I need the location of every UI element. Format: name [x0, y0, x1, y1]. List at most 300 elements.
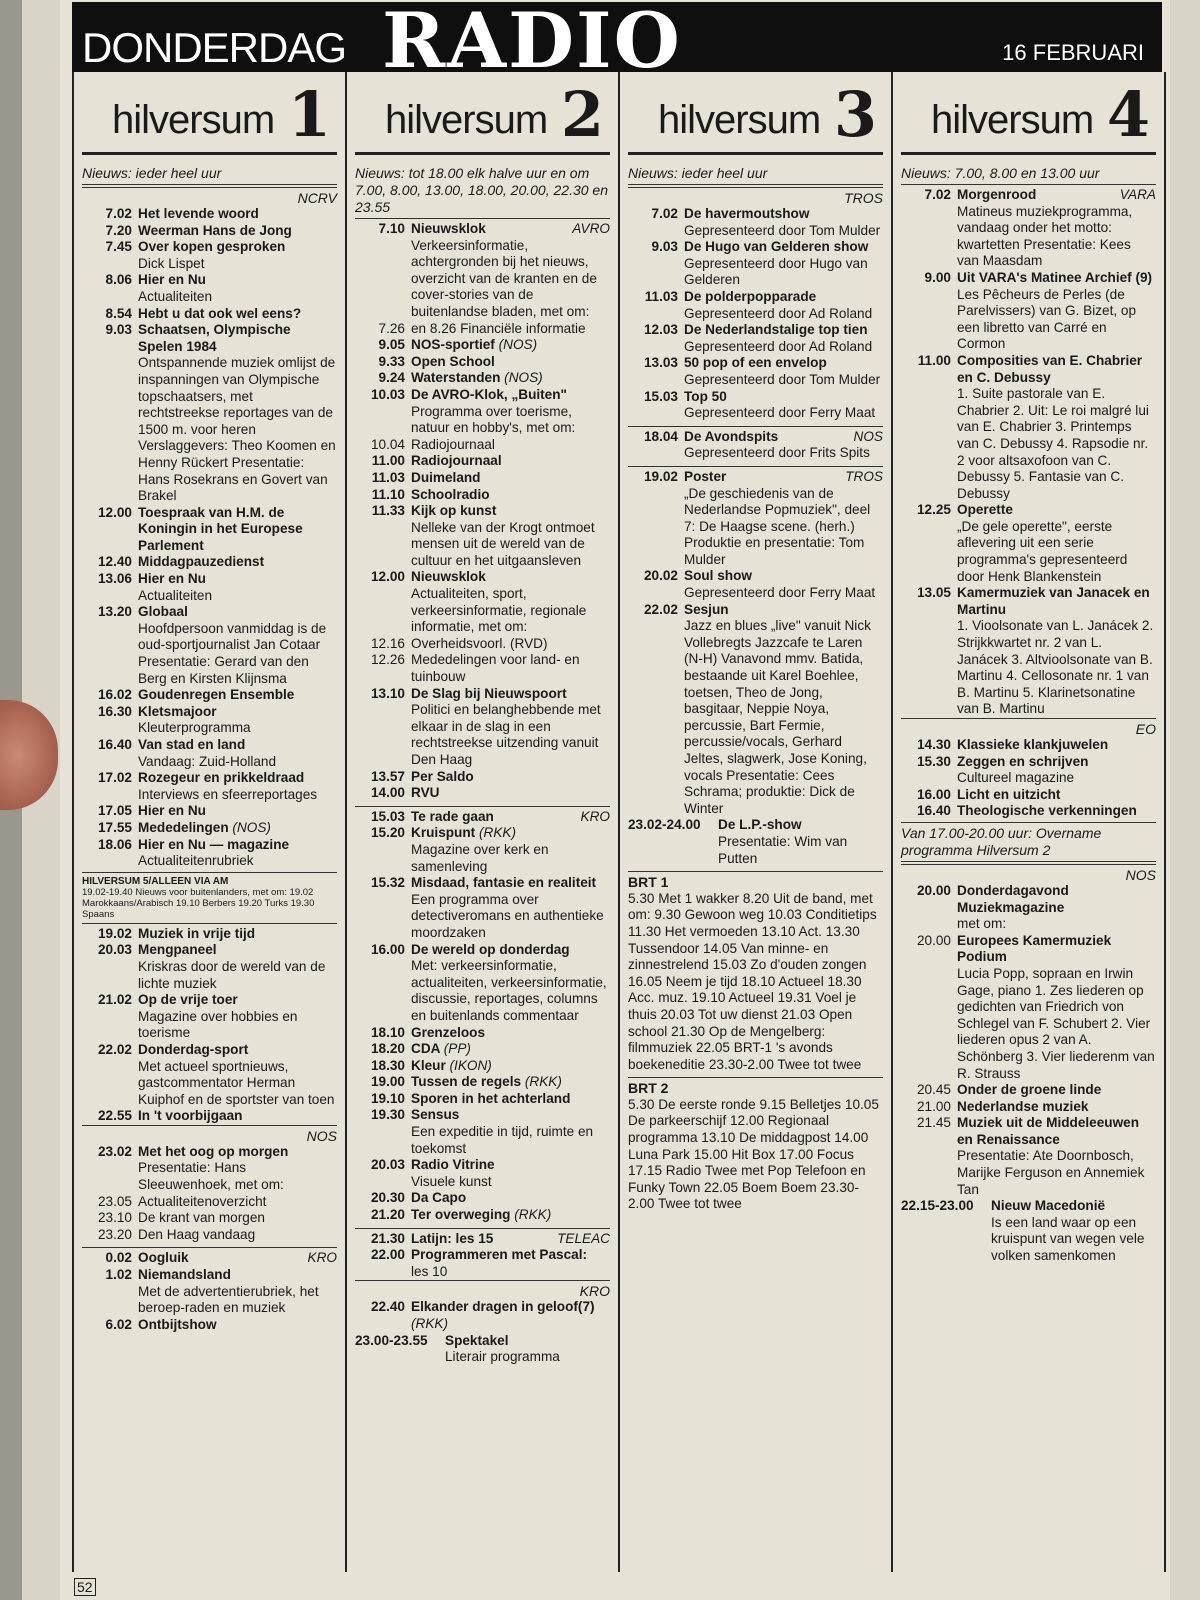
program-description: Presentatie: Hans Sleeuwenhoek, met om:	[138, 1160, 284, 1193]
program-time: 18.10	[370, 1024, 405, 1040]
program-title	[138, 322, 337, 355]
program-entry	[82, 687, 337, 704]
program-title-text: Rozegeur en prikkeldraad	[138, 770, 305, 786]
program-time: 11.00	[371, 453, 405, 469]
program-time: 7.02	[924, 187, 951, 202]
program-title	[718, 817, 883, 834]
program-title	[138, 571, 337, 588]
broadcaster-tag: (NOS)	[498, 337, 538, 353]
program-title	[957, 737, 1156, 754]
program-time: 15.30	[916, 753, 951, 769]
program-entry	[355, 1247, 610, 1280]
program-description: Matineus muziekprogramma, vandaag onder het motto: kwartetten Presentatie: Kees van Maasdam	[957, 203, 1133, 269]
broadcaster-tag: (NOS)	[504, 370, 543, 386]
program-title	[411, 1231, 610, 1248]
program-body	[411, 1157, 610, 1190]
program-time: 16.30	[97, 703, 132, 719]
program-title-text: Radiojournaal	[411, 453, 502, 469]
program-title-text: Hier en Nu	[138, 803, 206, 819]
am-note-text: 19.02-19.40 Nieuws voor buitenlanders, met om: 19.02 Marokkaans/Arabisch 19.10 Berbers 19.20 Turks 19.30 Spaans	[82, 886, 315, 920]
program-title	[411, 785, 610, 802]
program-entry	[82, 820, 337, 837]
program-time: 21.30	[370, 1230, 405, 1246]
program-time: 1.02	[105, 1267, 132, 1283]
program-body	[138, 1250, 337, 1267]
station-header	[901, 72, 1156, 155]
program-entry	[355, 1107, 610, 1157]
program-description: Presentatie: Ate Doornbosch, Marijke Ferguson en Annemiek Tan	[957, 1148, 1145, 1197]
program-entry	[355, 437, 610, 454]
program-title	[411, 354, 610, 371]
program-body	[138, 306, 337, 323]
program-time: 7.10	[378, 221, 405, 236]
program-description: Actualiteitenrubriek	[138, 853, 254, 869]
program-entry	[901, 1099, 1156, 1116]
program-title-text: Sporen in het achterland	[411, 1090, 571, 1106]
program-time: 15.32	[370, 875, 405, 891]
program-title	[957, 1099, 1156, 1116]
program-description: Een programma over detectiveromans en authentieke moordzaken	[411, 891, 604, 940]
brt-heading: BRT 1	[628, 874, 669, 891]
program-body	[411, 769, 610, 786]
program-title-text: Van stad en land	[138, 737, 246, 752]
program-time: 7.02	[105, 206, 132, 221]
program-entry	[82, 942, 337, 992]
program-description: 1. Suite pastorale van E. Chabrier 2. Uit: Le roi malgré lui van E. Chabrier 3. Printemps van C. Debussy 4. Rapsodie nr. 2 voor altsaxofoon van C. Debussy 5. Fantasie van C. Debussy	[957, 386, 1149, 501]
program-body	[411, 1299, 610, 1332]
program-body	[411, 387, 610, 437]
program-time: 11.03	[644, 288, 678, 304]
program-title-text: Niemandsland	[138, 1267, 231, 1283]
broadcaster-label: AVRO	[572, 221, 610, 236]
program-title	[138, 704, 337, 721]
program-entry	[355, 785, 610, 802]
header-day: DONDERDAG	[82, 24, 347, 71]
program-title-text: Mededelingen	[138, 819, 229, 835]
program-title-text: Tussen de regels	[411, 1074, 522, 1090]
program-title	[138, 837, 337, 854]
thumb-photo	[0, 700, 58, 810]
program-time: 19.02	[643, 468, 678, 484]
program-title-text: Open School	[411, 353, 495, 369]
program-title-text: Nieuw Macedonië	[991, 1198, 1106, 1214]
program-title	[138, 1250, 337, 1267]
program-body	[957, 803, 1156, 820]
program-title-text: De wereld op donderdag	[411, 941, 570, 957]
program-body	[411, 1247, 610, 1280]
program-title	[411, 1025, 610, 1042]
program-body	[411, 636, 610, 653]
program-title	[411, 1299, 610, 1332]
program-title	[411, 1107, 610, 1124]
program-title-text: Schoolradio	[411, 486, 490, 502]
program-body	[138, 1267, 337, 1317]
program-title-text: Nieuwsklok	[411, 221, 486, 236]
program-title	[411, 1247, 610, 1264]
program-title-text: Top 50	[684, 388, 727, 404]
program-description: Gepresenteerd door Hugo van Gelderen	[684, 255, 868, 288]
brt-heading: BRT 2	[628, 1080, 669, 1097]
station-number: 1	[287, 78, 331, 151]
program-time: 11.10	[371, 486, 405, 502]
program-description: Gepresenteerd door Ad Roland	[684, 338, 873, 354]
program-description: De krant van morgen	[138, 1210, 265, 1226]
brt-text: 5.30 De eerste ronde 9.15 Belletjes 10.05 De parkeerschijf 12.00 Regionaal programma 13.10 De middagpost 14.00 Luna Park 15.00 Hit Box 17.00 Focus 17.15 Radio Twee met Pop Telefoon en Funky Town 22.05 Boem Boem 23.30-2.00 Twee tot twee	[628, 1096, 879, 1212]
program-body	[957, 502, 1156, 585]
program-description: 1. Vioolsonate van L. Janácek 2. Strijkkwartet nr. 2 van L. Janácek 3. Altvioolsonate van B. Martinu 4. Cellosonate nr. 1 van B. Martinu 5. Klarinetsonatine van B. Martinu	[957, 618, 1154, 717]
program-entry	[82, 1144, 337, 1194]
program-description: Politici en belanghebbende met elkaar in de slag in een rechtstreekse uitzending vanuit Den Haag	[411, 702, 601, 767]
program-entry	[901, 1198, 1156, 1264]
program-time: 19.10	[370, 1090, 405, 1106]
program-time: 22.02	[643, 601, 678, 617]
program-title-text: De Slag bij Nieuwspoort	[411, 685, 567, 701]
program-title-text: Uit VARA's Matinee Archief (9)	[957, 269, 1153, 285]
program-body	[957, 1082, 1156, 1099]
program-description: Gepresenteerd door Ferry Maat	[684, 585, 876, 601]
program-title-text: Soul show	[684, 568, 752, 584]
program-time: 15.03	[370, 808, 405, 824]
program-time: 20.30	[370, 1190, 405, 1206]
program-title	[957, 353, 1156, 386]
program-entry	[355, 1074, 610, 1091]
program-body	[138, 322, 337, 505]
program-title-text: Operette	[957, 502, 1013, 518]
program-title	[411, 809, 610, 826]
am-note-title: HILVERSUM 5/ALLEEN VIA AM	[82, 875, 229, 887]
program-title-text: Per Saldo	[411, 768, 474, 784]
program-body	[138, 1194, 337, 1211]
program-body	[411, 875, 610, 941]
program-time: 13.57	[370, 768, 405, 784]
program-title-text: Middagpauzedienst	[138, 554, 265, 570]
program-title	[411, 1041, 610, 1058]
program-time: 10.04	[370, 436, 405, 452]
program-time: 23.20	[97, 1226, 132, 1242]
station-column-1	[74, 72, 347, 1572]
program-entry	[82, 322, 337, 505]
program-body	[138, 571, 337, 604]
program-title-text: 50 pop of een envelop	[684, 355, 827, 371]
program-time: 21.45	[916, 1115, 951, 1131]
program-body	[957, 270, 1156, 353]
program-entry	[82, 239, 337, 272]
program-body	[138, 1210, 337, 1227]
program-title	[411, 503, 610, 520]
broadcaster-label: TELEAC	[557, 1230, 610, 1246]
program-body	[957, 585, 1156, 718]
program-entry	[82, 604, 337, 687]
program-title-text: De Nederlandstalige top tien	[684, 322, 868, 338]
program-time: 9.00	[924, 269, 951, 285]
program-entry	[355, 337, 610, 354]
program-time: 22.00	[370, 1247, 405, 1263]
program-time: 23.02	[97, 1143, 132, 1159]
program-body	[138, 926, 337, 943]
program-title-text: Weerman Hans de Jong	[138, 222, 292, 238]
program-time: 13.20	[97, 604, 132, 620]
program-title	[411, 487, 610, 504]
program-title	[411, 453, 610, 470]
am-note	[82, 872, 337, 924]
program-body	[138, 272, 337, 305]
program-entry	[355, 487, 610, 504]
program-entry	[355, 1207, 610, 1224]
program-entry	[901, 270, 1156, 353]
program-title	[138, 737, 337, 754]
program-title	[684, 602, 883, 619]
program-title-text: Composities van E. Chabrier en C. Debussy	[957, 352, 1143, 385]
brt-block	[628, 1077, 883, 1213]
program-body	[411, 1091, 610, 1108]
program-entry	[355, 470, 610, 487]
program-description: Visuele kunst	[411, 1173, 492, 1189]
program-time: 17.02	[97, 770, 132, 786]
program-entry	[82, 206, 337, 223]
program-title	[957, 754, 1156, 771]
program-title	[138, 239, 337, 256]
program-time: 15.20	[370, 825, 405, 841]
program-entry	[901, 803, 1156, 820]
program-title	[138, 1108, 337, 1125]
program-entry	[355, 1333, 610, 1366]
program-title	[684, 389, 883, 406]
broadcaster-tag: (RKK)	[478, 825, 516, 841]
program-description: Gepresenteerd door Ad Roland	[684, 305, 873, 321]
program-body	[411, 337, 610, 354]
program-time: 12.16	[370, 635, 405, 651]
program-description: Vandaag: Zuid-Holland	[138, 753, 277, 769]
program-entry	[628, 239, 883, 289]
program-description: Dick Lispet	[138, 255, 205, 271]
program-title	[957, 1115, 1156, 1148]
program-time: 7.45	[105, 239, 132, 255]
program-entry	[901, 353, 1156, 502]
program-title-text: Kletsmajoor	[138, 703, 217, 719]
program-title-text: Elkander dragen in geloof(7)	[411, 1299, 595, 1315]
program-description: met om:	[957, 916, 1007, 932]
program-entry	[355, 1041, 610, 1058]
broadcaster-tag: (RKK)	[524, 1074, 562, 1090]
program-time: 17.55	[97, 819, 132, 835]
program-title-text: Morgenrood	[957, 187, 1037, 202]
program-entry	[628, 469, 883, 569]
program-time: 15.03	[643, 388, 678, 404]
station-number: 3	[833, 78, 877, 151]
program-body	[684, 289, 883, 322]
program-body	[411, 1074, 610, 1091]
broadcaster-label: KRO	[307, 1250, 337, 1266]
program-title-text: Hier en Nu	[138, 272, 206, 288]
program-title	[411, 337, 610, 354]
program-description: Presentatie: Wim van Putten	[718, 833, 848, 866]
news-schedule: Nieuws: ieder heel uur	[82, 155, 337, 185]
program-time: 19.02	[97, 925, 132, 941]
program-time: 21.00	[916, 1098, 951, 1114]
program-body	[138, 1042, 337, 1108]
program-title-text: Ontbijtshow	[138, 1316, 217, 1332]
program-entry	[82, 1194, 337, 1211]
station-name: hilversum	[112, 98, 275, 142]
program-time: 12.40	[97, 554, 132, 570]
program-title	[138, 770, 337, 787]
program-time: 11.33	[371, 503, 405, 519]
program-description: Kriskras door de wereld van de lichte muziek	[138, 958, 326, 991]
program-title-text: Te rade gaan	[411, 808, 494, 824]
program-description: Gepresenteerd door Tom Mulder	[684, 222, 881, 238]
program-time: 23.10	[97, 1210, 132, 1226]
program-entry	[628, 355, 883, 388]
program-description: Magazine over kerk en samenleving	[411, 841, 549, 874]
program-entry	[628, 602, 883, 818]
broadcaster-tag: (RKK)	[514, 1207, 552, 1223]
program-body	[411, 321, 610, 338]
program-body	[138, 505, 337, 555]
program-title	[138, 1267, 337, 1284]
program-entry	[901, 187, 1156, 270]
program-body	[138, 770, 337, 803]
program-body	[138, 837, 337, 870]
station-name: hilversum	[931, 98, 1094, 142]
program-title-text: Kijk op kunst	[411, 503, 497, 519]
program-entry	[901, 1115, 1156, 1198]
station-header	[355, 72, 610, 155]
program-entry	[82, 1317, 337, 1334]
program-title-text: Latijn: les 15	[411, 1230, 494, 1246]
program-title-text: Muziek uit de Middeleeuwen en Renaissance	[957, 1115, 1140, 1147]
station-column-2	[347, 72, 620, 1572]
program-time: 12.00	[97, 504, 132, 520]
program-time: 23.05	[97, 1193, 132, 1209]
program-description: Magazine over hobbies en toerisme	[138, 1008, 298, 1041]
program-entry	[628, 429, 883, 462]
program-title	[991, 1198, 1156, 1215]
program-body	[411, 686, 610, 769]
program-entry	[355, 221, 610, 321]
program-title	[957, 187, 1156, 204]
program-title-text: Op de vrije toer	[138, 992, 238, 1008]
program-time: 0.02	[105, 1250, 132, 1266]
program-body	[991, 1198, 1156, 1264]
program-body	[684, 389, 883, 422]
program-body	[138, 992, 337, 1042]
station-name: hilversum	[658, 98, 821, 142]
program-body	[411, 1041, 610, 1058]
program-description: les 10	[411, 1263, 448, 1279]
program-time: 18.04	[643, 428, 678, 444]
broadcaster-tag: (PP)	[443, 1041, 471, 1057]
broadcaster-tag: (RKK)	[411, 1316, 449, 1331]
program-title-text: Kruispunt	[411, 825, 476, 841]
program-time: 10.03	[370, 386, 405, 402]
program-title	[138, 306, 337, 323]
program-entry	[355, 321, 610, 338]
program-title	[138, 1317, 337, 1334]
program-time: 20.00	[916, 882, 951, 898]
program-entry	[82, 505, 337, 555]
program-title-text: Toespraak van H.M. de Koningin in het Europese Parlement	[138, 504, 303, 553]
program-entry	[355, 354, 610, 371]
program-body	[138, 604, 337, 687]
program-time: 9.03	[105, 322, 132, 338]
program-title	[138, 687, 337, 704]
program-body	[684, 602, 883, 818]
program-time: 20.45	[916, 1082, 951, 1098]
program-entry	[82, 272, 337, 305]
header-banner	[72, 0, 1162, 85]
program-entry	[901, 737, 1156, 754]
program-entry	[628, 289, 883, 322]
program-title	[138, 206, 337, 223]
program-time: 16.40	[916, 803, 951, 819]
program-body	[684, 469, 883, 569]
program-title-text: Hebt u dat ook wel eens?	[138, 305, 302, 321]
program-body	[411, 221, 610, 321]
program-title	[957, 787, 1156, 804]
program-description: Lucia Popp, sopraan en Irwin Gage, piano 1. Zes liederen op gedichten van Friedrich von Schlegel van F. Schubert 2. Vier liederen opus 2 van A. Schönberg 3. Vier liederenm van R. Strauss	[957, 965, 1155, 1081]
program-time: 19.30	[370, 1107, 405, 1123]
station-column-4	[893, 72, 1164, 1572]
program-entry	[82, 837, 337, 870]
program-title	[411, 387, 610, 404]
program-description: Radiojournaal	[411, 436, 495, 452]
program-title-text: De polderpopparade	[684, 288, 817, 304]
program-title	[138, 272, 337, 289]
program-body	[138, 803, 337, 820]
station-number: 4	[1106, 78, 1150, 151]
broadcaster-label: NCRV	[82, 187, 337, 206]
program-title-text: Donderdagavond Muziekmagazine	[957, 882, 1069, 915]
program-entry	[82, 554, 337, 571]
program-title-text: Licht en uitzicht	[957, 786, 1061, 802]
header-date: 16 FEBRUARI	[1002, 40, 1144, 65]
program-description: Actualiteitenoverzicht	[138, 1193, 267, 1209]
program-description: Ontspannende muziek omlijst de inspanningen van Olympische topschaatsers, met rechtstreekse reportages van de 1500 m. voor heren Verslaggevers: Theo Koomen en Henny Rückert Presentatie: Hans Rosekrans en Govert van Brakel	[138, 355, 336, 504]
program-body	[411, 470, 610, 487]
program-title-text: Met het oog op morgen	[138, 1143, 289, 1159]
program-title	[411, 370, 610, 387]
program-entry	[82, 1210, 337, 1227]
program-time: 12.26	[370, 652, 405, 668]
program-body	[718, 817, 883, 867]
broadcaster-label: TROS	[628, 187, 883, 206]
program-body	[411, 453, 610, 470]
program-body	[138, 820, 337, 837]
program-time: 16.00	[370, 941, 405, 957]
program-title	[411, 1058, 610, 1075]
program-description: Mededelingen voor land- en tuinbouw	[411, 652, 580, 685]
program-description: Verkeersinformatie, achtergronden bij het nieuws, overzicht van de kranten en de cover-stories van de buitenlandse bladen, met om:	[411, 237, 597, 319]
program-body	[138, 737, 337, 770]
program-description: Gepresenteerd door Tom Mulder	[684, 371, 881, 387]
broadcaster-tag: (NOS)	[232, 819, 271, 835]
program-body	[411, 1207, 610, 1224]
magazine-page	[60, 0, 1170, 1600]
program-entry	[82, 1108, 337, 1125]
program-description: Met: verkeersinformatie, actualiteiten, verkeersinformatie, discussie, reportages, columns en buitenlands commentaar	[411, 958, 607, 1023]
program-title	[957, 270, 1156, 287]
program-entry	[355, 1231, 610, 1248]
program-body	[684, 355, 883, 388]
program-body	[138, 687, 337, 704]
program-title-text: De AVRO-Klok, „Buiten"	[411, 386, 567, 402]
program-entry	[355, 387, 610, 437]
program-body	[138, 1144, 337, 1194]
program-entry	[901, 933, 1156, 1082]
program-time: 21.20	[370, 1207, 405, 1223]
program-time: 22.15-23.00	[901, 1198, 974, 1214]
program-title	[138, 223, 337, 240]
